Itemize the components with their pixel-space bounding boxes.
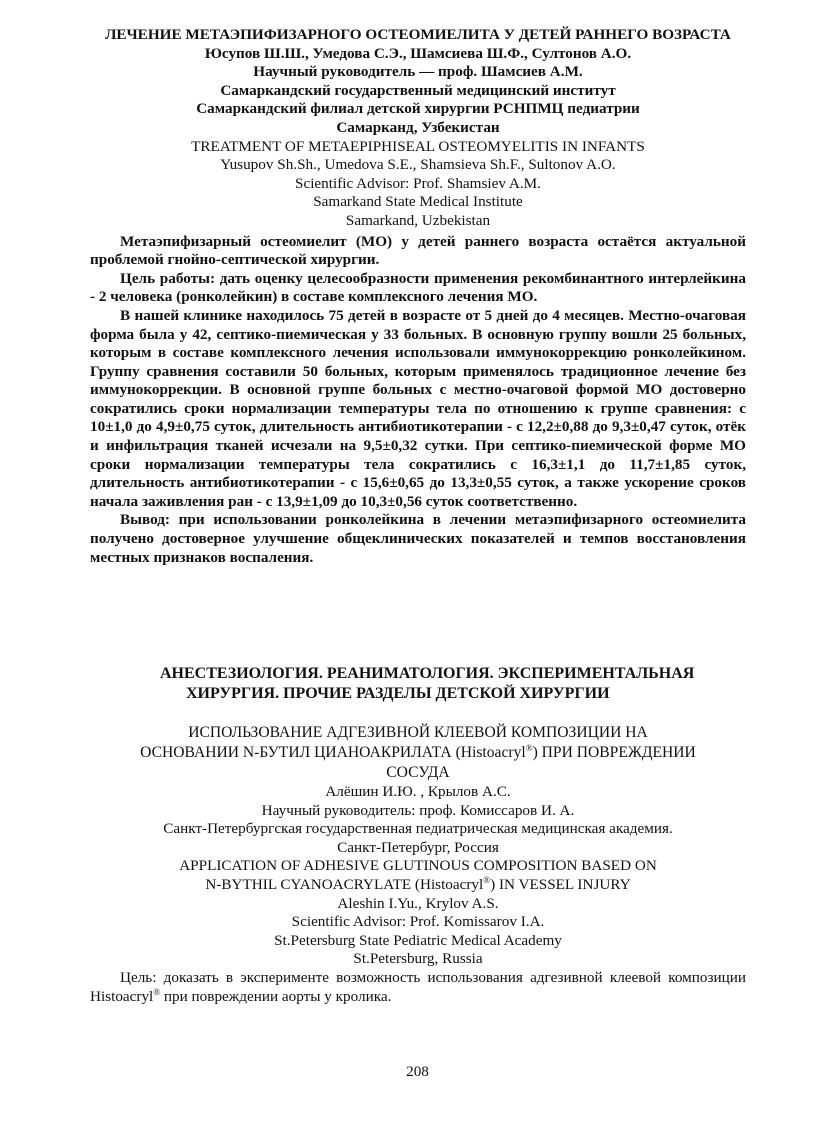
article-2-title-en-line-1: APPLICATION OF ADHESIVE GLUTINOUS COMPOSITION BASED ON (179, 857, 657, 875)
article-1-paragraph-3: В нашей клинике находилось 75 детей в возрасте от 5 дней до 4 месяцев. Местно-очаговая форма была у 42, септико-пиемическая у 33 больных. В основную группу вошли 25 больных, которым в составе комплексного лечения использовали иммунокоррекцию ронколейкином. Группу сравнения составили 50 больных, которым применялось традиционное лечение без иммунокоррекции. В основной группе больных с местно-очаговой формой МО достоверно сократились сроки нормализации температуры тела по отношению к группе сравнения: с 10±1,0 до 4,9±0,75 суток, длительность антибиотикотерапии - с 12,2±0,88 до 9,3±0,47 суток, отёк и инфильтрация тканей исчезали на 9,5±0,32 сутки. При септико-пиемической форме МО сроки нормализации температуры тела сократились с 16,3±1,1 до 11,7±1,85 суток, длительность антибиотикотерапии - с 15,6±0,65 до 13,3±0,55 суток, а также ускорение сроков начала заживления ран - с 13,9±1,09 до 10,3±0,56 суток соответственно. (90, 306, 746, 510)
article-2-city-ru: Санкт-Петербург, Россия (337, 838, 499, 856)
registered-mark-body: ® (153, 986, 161, 997)
article-1-title: ЛЕЧЕНИЕ МЕТАЭПИФИЗАРНОГО ОСТЕОМИЕЛИТА У ДЕТЕЙ РАННЕГО ВОЗРАСТА (105, 26, 731, 43)
registered-mark: ® (525, 742, 533, 753)
article-1-institution-2-ru: Самаркандский филиал детской хирургии РСНПМЦ педиатрии (196, 100, 640, 118)
article-1-paragraph-1: Метаэпифизарный остеомиелит (МО) у детей раннего возраста остаётся актуальной проблемой гнойно-септической хирургии. (90, 232, 746, 269)
section-heading-line-2: ХИРУРГИЯ. ПРОЧИЕ РАЗДЕЛЫ ДЕТСКОЙ ХИРУРГИИ (186, 685, 610, 702)
article-1-city-ru: Самарканд, Узбекистан (336, 118, 500, 136)
article-1-city-en: Samarkand, Uzbekistan (345, 211, 491, 229)
article-2-title-en-line-2 (90, 876, 746, 895)
article-1-institution-en: Samarkand State Medical Institute (313, 193, 523, 211)
article-2 (90, 723, 746, 1006)
article-2-title-line-2b: ) ПРИ ПОВРЕЖДЕНИИ (532, 744, 696, 761)
article-2-paragraph-1a: Цель: доказать в эксперименте возможность использования адгезивной клеевой композиции Histoacryl (90, 968, 746, 1005)
article-2-title (90, 723, 746, 783)
article-2-paragraph-1 (90, 969, 746, 1006)
article-2-institution-en: St.Petersburg State Pediatric Medical Academy (274, 931, 562, 949)
article-2-authors-ru: Алёшин И.Ю. , Крылов А.С. (325, 783, 511, 800)
article-2-advisor-en: Scientific Advisor: Prof. Komissarov I.A. (291, 913, 545, 931)
article-2-institution-ru: Санкт-Петербургская государственная педиатрическая медицинская академия. (163, 820, 673, 838)
article-2-title-line-1: ИСПОЛЬЗОВАНИЕ АДГЕЗИВНОЙ КЛЕЕВОЙ КОМПОЗИЦИИ НА (188, 724, 648, 741)
article-2-authors-en: Aleshin I.Yu., Krylov A.S. (337, 894, 499, 912)
article-2-city-en: St.Petersburg, Russia (353, 950, 483, 968)
article-1-paragraph-2: Цель работы: дать оценку целесообразности применения рекомбинантного интерлейкина - 2 человека (ронколейкин) в составе комплексного лечения МО. (90, 269, 746, 306)
article-2-title-line-2a: ОСНОВАНИИ N-БУТИЛ ЦИАНОАКРИЛАТА (Histoacryl (140, 744, 526, 761)
page-number: 208 (406, 1063, 429, 1080)
article-1-advisor-ru: Научный руководитель — проф. Шамсиев А.М. (253, 63, 583, 81)
article-1-paragraph-4: Вывод: при использовании ронколейкина в лечении метаэпифизарного остеомиелита получено достоверное улучшение общеклинических показателей и темпов восстановления местных признаков воспаления. (90, 511, 746, 566)
article-2-advisor-ru: Научный руководитель: проф. Комиссаров И. А. (261, 801, 575, 819)
article-2-title-en-line-2b: ) IN VESSEL INJURY (490, 875, 631, 893)
article-1-title-en: TREATMENT OF METAEPIPHISEAL OSTEOMYELITIS IN INFANTS (191, 137, 645, 155)
article-1 (90, 26, 746, 567)
article-1-authors-en: Yusupov Sh.Sh., Umedova S.E., Shamsieva Sh.F., Sultonov A.O. (220, 156, 616, 174)
article-2-title-line-3: СОСУДА (386, 764, 450, 781)
article-2-paragraph-1b: при повреждении аорты у кролика. (160, 987, 392, 1005)
article-2-title-en-line-2a: N-BYTHIL CYANOACRYLATE (Histoacryl (205, 875, 484, 893)
article-1-advisor-en: Scientific Advisor: Prof. Shamsiev A.M. (295, 174, 541, 192)
article-1-abstract (90, 233, 746, 568)
article-1-authors-ru: Юсупов Ш.Ш., Умедова С.Э., Шамсиева Ш.Ф., Султонов А.О. (204, 44, 632, 62)
article-1-institution-1-ru: Самаркандский государственный медицинский институт (220, 81, 616, 99)
article-2-title-line-2 (90, 743, 746, 763)
section-heading (160, 664, 750, 704)
registered-mark-en: ® (483, 874, 491, 885)
section-heading-line-1: АНЕСТЕЗИОЛОГИЯ. РЕАНИМАТОЛОГИЯ. ЭКСПЕРИМЕНТАЛЬНАЯ (160, 665, 695, 682)
